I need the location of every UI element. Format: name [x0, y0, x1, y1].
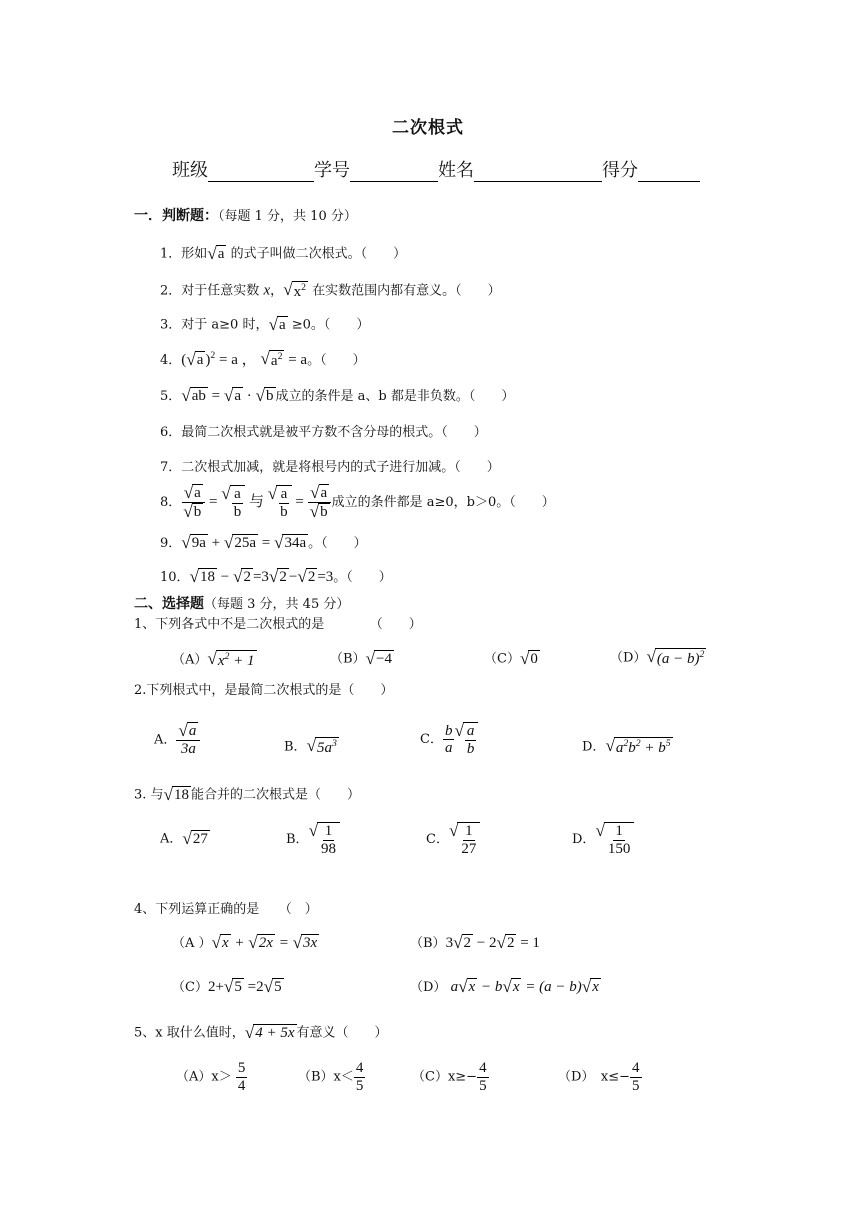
score-label: 得分 [602, 160, 638, 181]
sqrt-a: √ a [207, 244, 225, 263]
choice-q2-option-c[interactable]: C． $\frac{b}{a}$ √ $\frac{a}{b}$ [420, 722, 478, 757]
choice-q1-option-a[interactable]: （A） √ $x^2 + 1$ [172, 649, 255, 669]
choice-q1-option-d[interactable]: （D） √ $(a - b)^2$ [610, 647, 705, 667]
choice-q4-option-c[interactable]: （C）2+ √ 5 =2 √ 5 [172, 977, 282, 997]
judge-item-5: 5． √ ab = √ a · √ b 成立的条件是 a、b 都是非负数。（ ） [160, 386, 515, 406]
judge-item-7: 7．二次根式加减，就是将根号内的式子进行加减。（ ） [160, 460, 500, 475]
choice-q1-option-c[interactable]: （C） √ 0 [484, 649, 538, 668]
choice-q3-option-d[interactable]: D． √ $\frac{1}{150}$ [572, 822, 634, 857]
choice-q2-option-b[interactable]: B． √ $5a^3$ [284, 736, 337, 756]
judge-item-2: 2．对于任意实数 x， √ $x^2$ 在实数范围内都有意义。（ ） [160, 280, 501, 300]
choice-q1-stem: 1、下列各式中不是二次根式的是 （ ） [134, 617, 422, 632]
score-blank[interactable] [638, 163, 700, 182]
choice-q4-stem: 4、下列运算正确的是 （ ） [134, 902, 318, 917]
choice-q4-option-a[interactable]: （A ） √ x + √ 2x = √ 3x [172, 933, 318, 953]
name-label: 姓名 [438, 160, 474, 181]
section-1-heading: 一．判断题：（每题 1 分，共 10 分） [134, 208, 357, 224]
judge-item-10: 10． √ 18 − √ 2 =3 √ 2 − √ 2 =3。（ ） [160, 567, 392, 587]
judge-item-4: 4．( √ a )$^2$ = a ， √ $a^2$ = a。（ ） [160, 349, 366, 370]
class-label: 班级 [172, 160, 208, 181]
judge-item-1: 1．形如 √ a 的式子叫做二次根式。（ ） [160, 244, 407, 263]
id-label: 学号 [314, 160, 350, 181]
name-blank[interactable] [474, 163, 602, 182]
judge-item-9: 9． √ 9a + √ 25a = √ 34a 。（ ） [160, 533, 367, 553]
judge-item-3: 3．对于 a≥0 时， √ a ≥0。（ ） [160, 315, 370, 334]
choice-q1-option-b[interactable]: （B） √ −4 [330, 649, 392, 668]
judge-item-6: 6．最简二次根式就是被平方数不含分母的根式。（ ） [160, 425, 487, 440]
choice-q2-option-a[interactable]: A． √ a 3a [154, 722, 200, 758]
choice-q4-option-d[interactable]: （D） a √ x − b √ x = (a − b) √ x [410, 977, 599, 997]
class-blank[interactable] [208, 163, 314, 182]
choice-q5-option-a[interactable]: （A）x＞ $\frac{5}{4}$ [176, 1060, 246, 1094]
choice-q3-option-b[interactable]: B． √ $\frac{1}{98}$ [286, 822, 340, 857]
choice-q5-option-d[interactable]: （D） x≤− $\frac{4}{5}$ [558, 1060, 640, 1094]
choice-q2-stem: 2.下列根式中，是最简二次根式的是（ ） [134, 683, 394, 698]
choice-q4-option-b[interactable]: （B）3 √ 2 − 2 √ 2 = 1 [410, 933, 540, 953]
choice-q3-option-a[interactable]: A． √ 27 [160, 829, 208, 848]
page-title: 二次根式 [392, 118, 464, 138]
student-info-line [172, 160, 700, 182]
sqrt-x-squared: √ $x^2$ [283, 280, 306, 300]
choice-q5-option-c[interactable]: （C）x≥− $\frac{4}{5}$ [412, 1060, 487, 1094]
judge-item-8: 8． √ a √ b = √ $\frac{a}{b}$ 与 √ $\frac{a}{b}$ = √ a √ b 成立的条件都是 a≥0，b＞0。（ ） [160, 483, 555, 522]
choice-q3-option-c[interactable]: C． √ $\frac{1}{27}$ [426, 822, 480, 857]
choice-q5-stem: 5、x 取什么值时， √ 4 + 5x 有意义（ ） [134, 1023, 388, 1042]
section-2-heading: 二、选择题（每题 3 分，共 45 分） [134, 596, 350, 612]
id-blank[interactable] [350, 163, 438, 182]
choice-q2-option-d[interactable]: D． √ $a^2b^2 + b^5$ [582, 736, 671, 756]
choice-q3-stem: 3. 与 √ 18 能合并的二次根式是（ ） [134, 785, 361, 804]
choice-q5-option-b[interactable]: （B）x＜ $\frac{4}{5}$ [298, 1060, 364, 1094]
